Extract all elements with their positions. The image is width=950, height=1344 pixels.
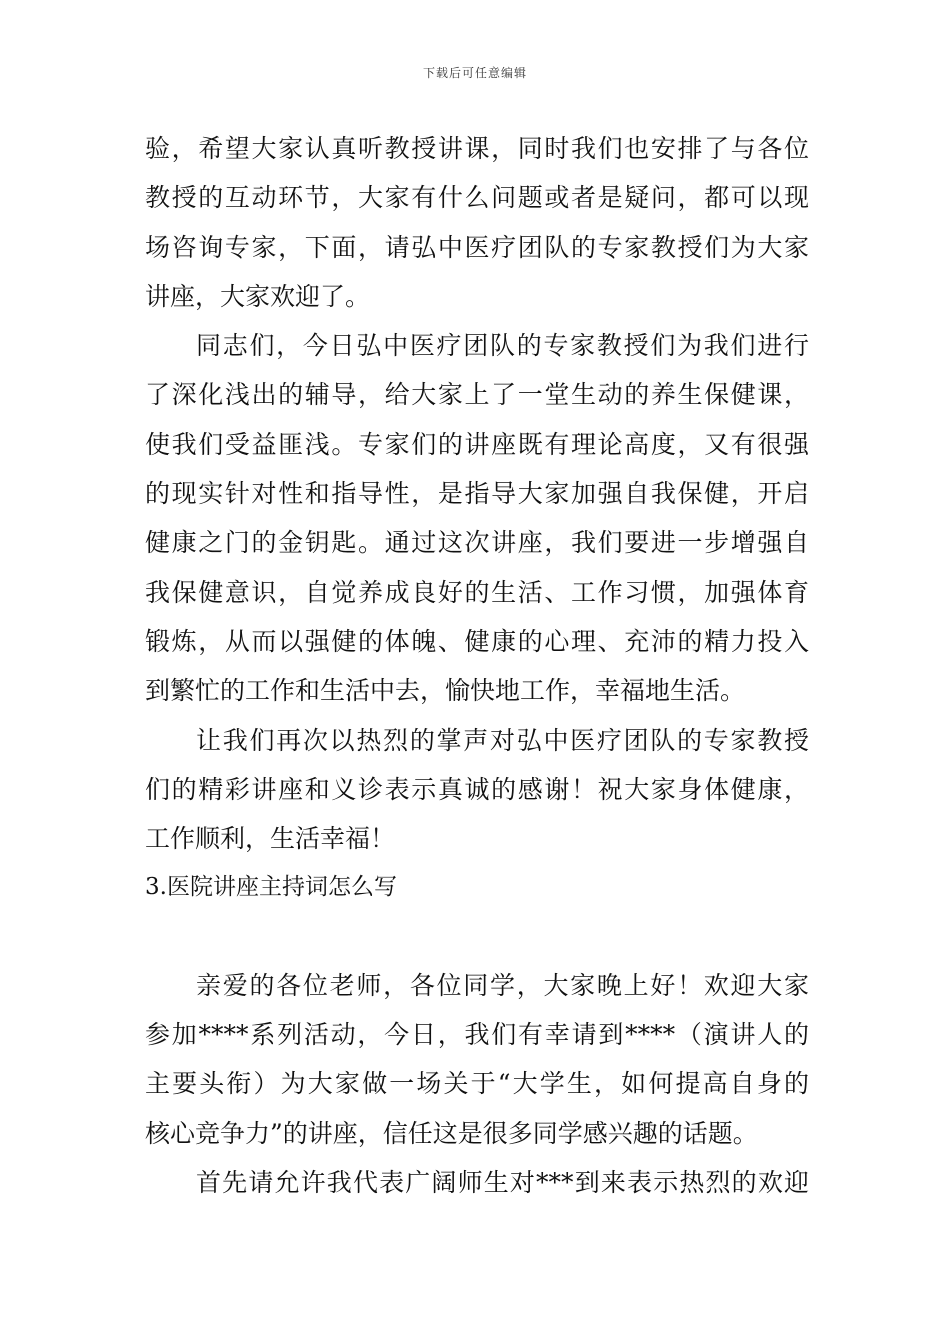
- text-line: 了深化浅出的辅导，给大家上了一堂生动的养生保健课，: [145, 380, 809, 410]
- paragraph-4: [145, 961, 809, 1158]
- section-heading: 3.医院讲座主持词怎么写: [145, 874, 397, 901]
- text-line: 让我们再次以热烈的掌声对弘中医疗团队的专家教授: [196, 725, 809, 755]
- text-line: 场咨询专家，下面，请弘中医疗团队的专家教授们为大家: [145, 232, 809, 262]
- text-line: 验，希望大家认真听教授讲课，同时我们也安排了与各位: [145, 134, 809, 163]
- paragraph-5: [145, 1158, 809, 1207]
- text-line: 使我们受益匪浅。专家们的讲座既有理论高度，又有很强: [145, 429, 809, 459]
- text-line: 们的精彩讲座和义诊表示真诚的感谢！祝大家身体健康，: [145, 774, 809, 804]
- text-line: 讲座，大家欢迎了。: [145, 281, 371, 311]
- text-line: 健康之门的金钥匙。通过这次讲座，我们要进一步增强自: [145, 528, 809, 558]
- blank-space: [145, 913, 809, 961]
- document-body: [145, 124, 809, 1207]
- text-line: 主要头衔）为大家做一场关于“大学生，如何提高自身的: [145, 1069, 809, 1099]
- paragraph-1: [145, 124, 809, 321]
- text-line: 亲爱的各位老师，各位同学，大家晚上好！欢迎大家: [196, 970, 809, 1000]
- text-line: 核心竞争力”的讲座，信任这是很多同学感兴趣的话题。: [145, 1118, 758, 1148]
- paragraph-2: [145, 321, 809, 715]
- paragraph-3: [145, 716, 809, 864]
- text-line: 的现实针对性和指导性，是指导大家加强自我保健，开启: [145, 479, 809, 509]
- text-line: 首先请允许我代表广阔师生对***到来表示热烈的欢迎: [196, 1167, 809, 1197]
- page-header: 下载后可任意编辑: [422, 66, 527, 80]
- text-line: 到繁忙的工作和生活中去，愉快地工作，幸福地生活。: [145, 676, 746, 706]
- text-line: 工作顺利，生活幸福！: [145, 824, 396, 854]
- text-line: 参加****系列活动，今日，我们有幸请到****（演讲人的: [145, 1020, 809, 1050]
- text-line: 我保健意识，自觉养成良好的生活、工作习惯，加强体育: [145, 577, 809, 607]
- text-line: 教授的互动环节，大家有什么问题或者是疑问，都可以现: [145, 183, 809, 213]
- text-line: 锻炼，从而以强健的体魄、健康的心理、充沛的精力投入: [145, 626, 809, 656]
- text-line: 同志们，今日弘中医疗团队的专家教授们为我们进行: [196, 331, 809, 361]
